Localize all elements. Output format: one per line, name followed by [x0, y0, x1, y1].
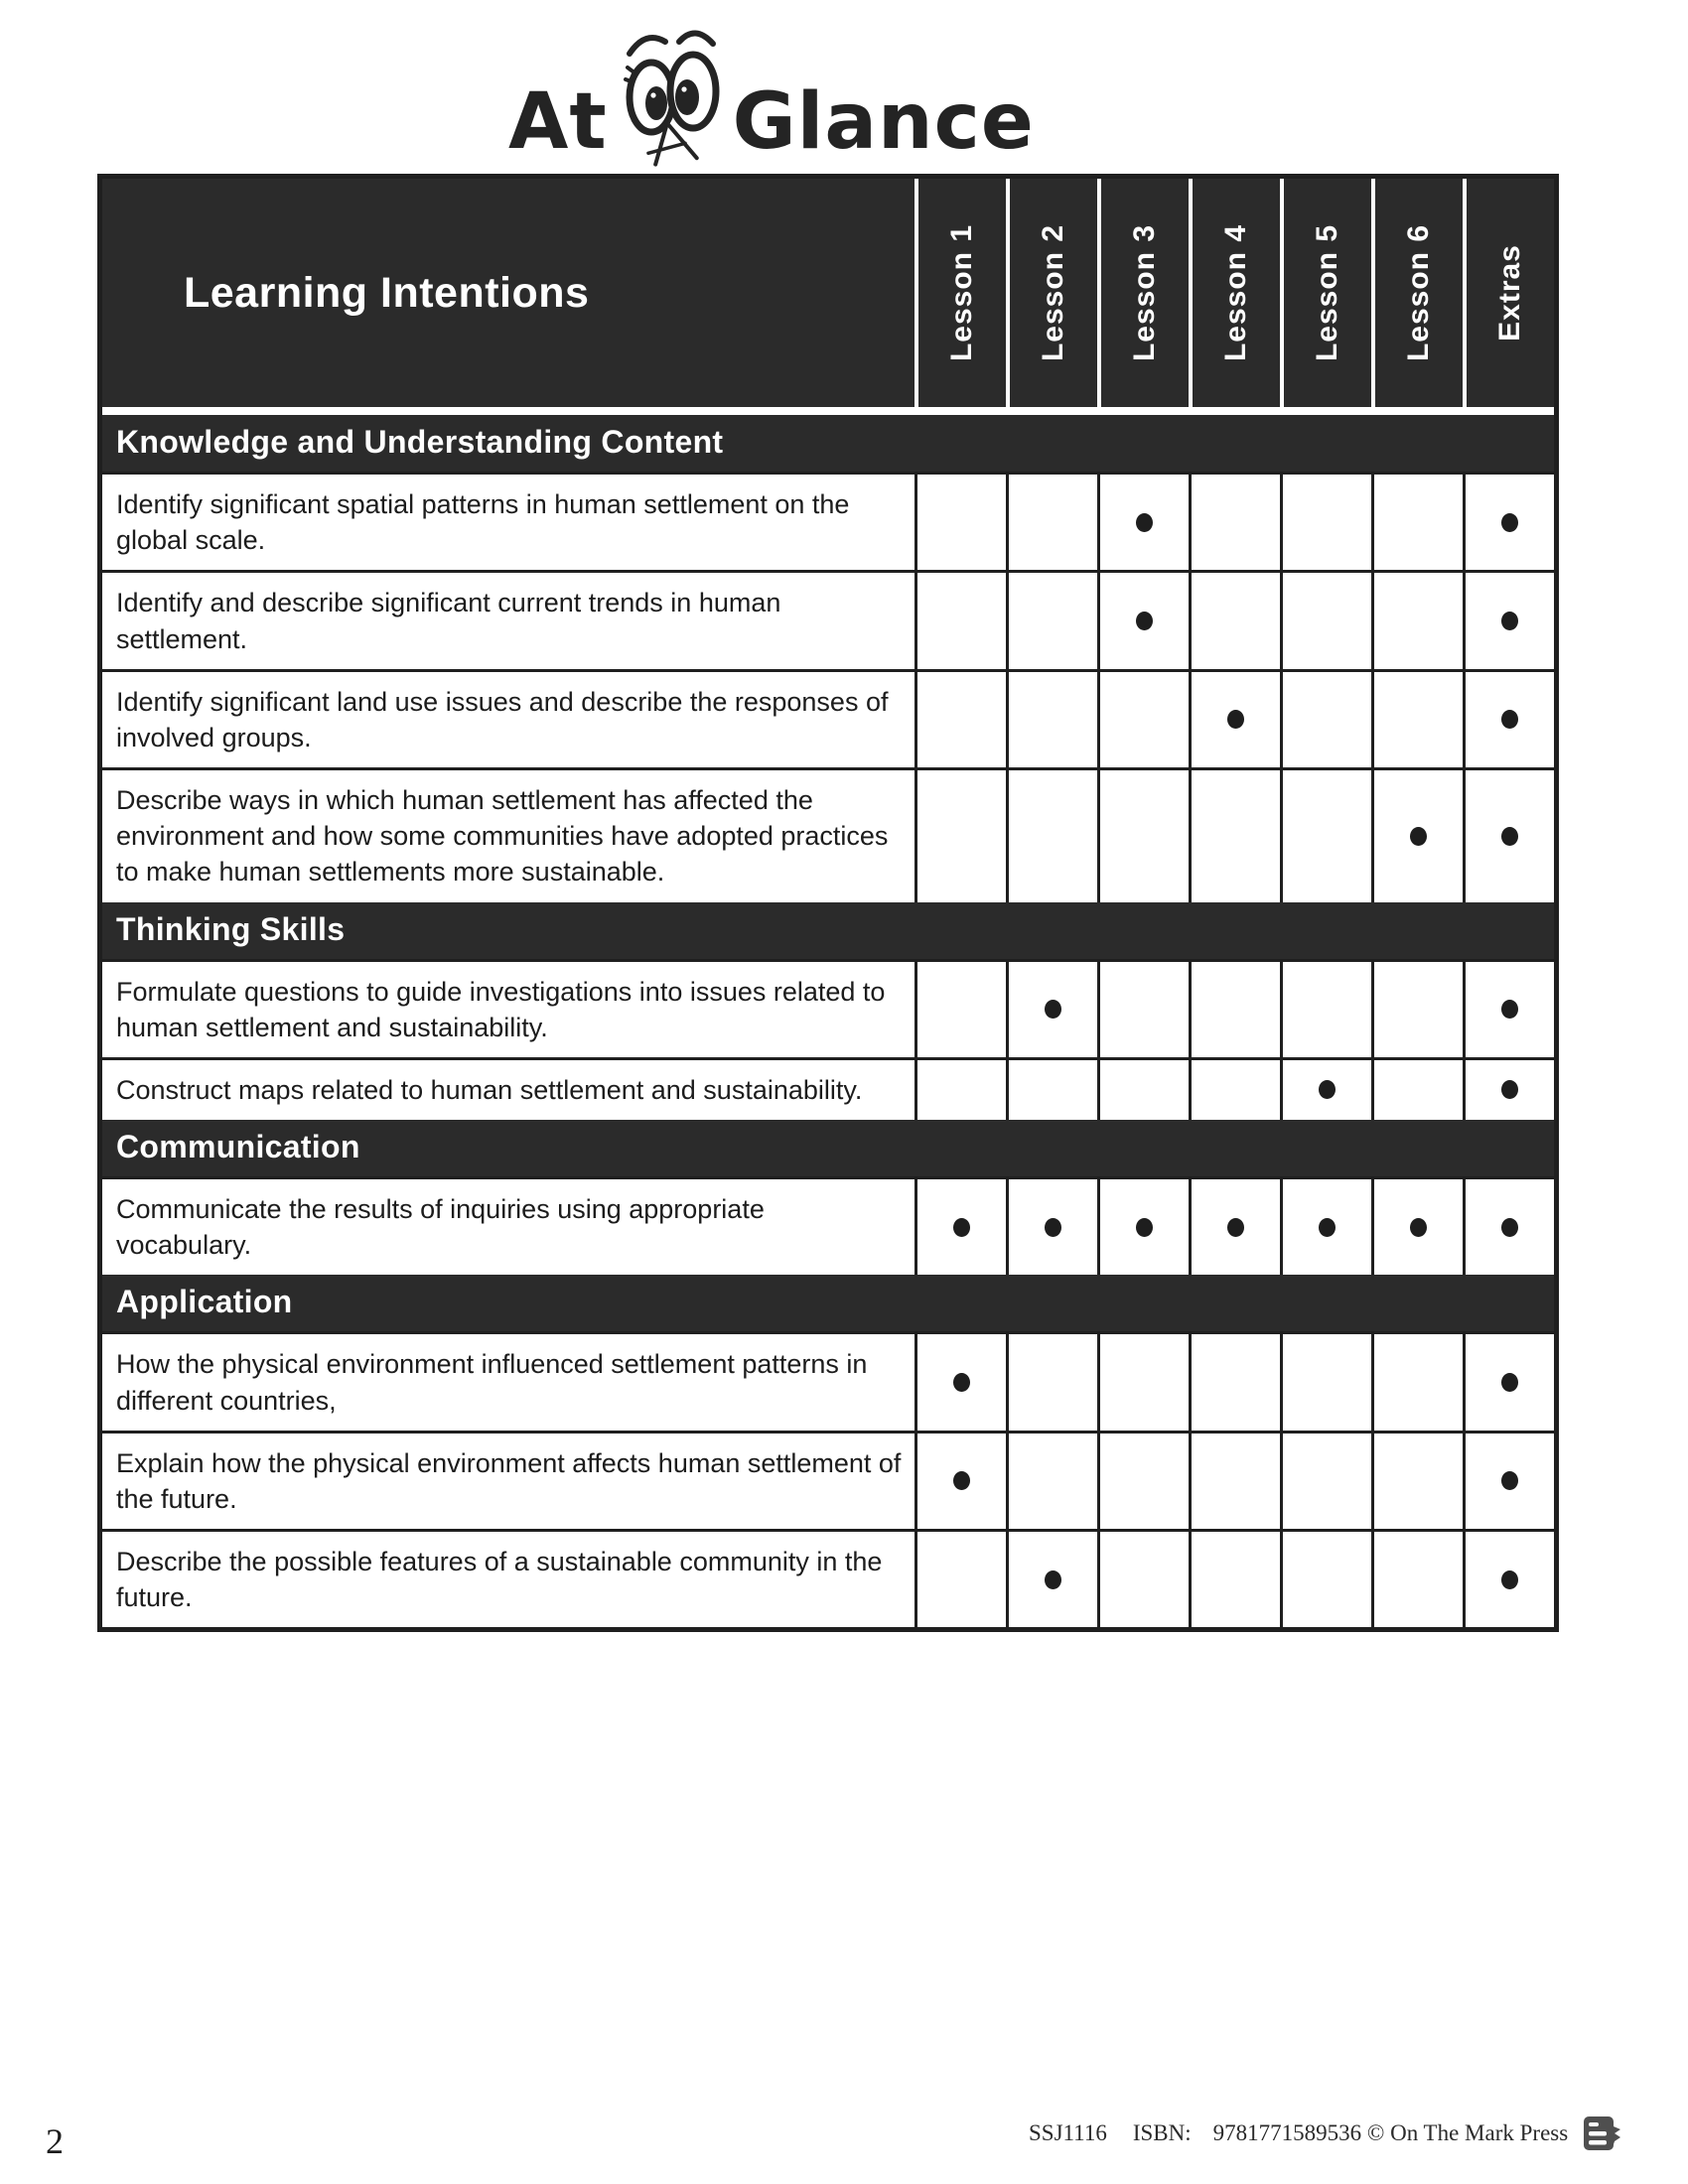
dot-cell-lesson-3 — [1097, 672, 1189, 767]
dot-marker — [1501, 1471, 1518, 1490]
logo-word-glance: Glance — [732, 77, 1035, 168]
dot-marker — [1227, 1218, 1244, 1237]
dot-marker — [1319, 1080, 1336, 1099]
dot-marker — [1045, 1000, 1061, 1019]
column-header-lesson-3 — [1097, 179, 1189, 407]
dot-cell-lesson-2 — [1006, 1433, 1097, 1529]
dot-cell-lesson-1 — [914, 770, 1006, 902]
dot-marker — [1501, 710, 1518, 729]
dot-cell-extras — [1463, 1060, 1554, 1120]
dot-marker — [1319, 1218, 1336, 1237]
dot-cell-lesson-3 — [1097, 770, 1189, 902]
dot-marker — [1501, 612, 1518, 630]
dot-cell-lesson-5 — [1280, 672, 1371, 767]
column-header-label: Lesson 5 — [1311, 223, 1343, 362]
dot-cell-lesson-2 — [1006, 672, 1097, 767]
dot-cell-lesson-1 — [914, 573, 1006, 668]
learning-intention-text: Identify and describe significant current trends in human settlement. — [116, 588, 781, 654]
table-header-row — [102, 179, 1554, 407]
isbn-value: 9781771589536 © On The Mark Press — [1212, 2120, 1569, 2145]
dot-cell-lesson-4 — [1189, 1532, 1280, 1627]
dot-marker — [1227, 710, 1244, 729]
dot-marker — [1501, 1570, 1518, 1589]
dot-cell-lesson-5 — [1280, 1060, 1371, 1120]
dot-cell-lesson-6 — [1371, 770, 1463, 902]
dot-cell-lesson-3 — [1097, 573, 1189, 668]
dot-cell-lesson-6 — [1371, 573, 1463, 668]
column-header-lesson-2 — [1006, 179, 1097, 407]
isbn-label: ISBN: — [1132, 2120, 1192, 2145]
table-row — [102, 570, 1554, 668]
dot-cell-lesson-1 — [914, 672, 1006, 767]
dot-cell-lesson-3 — [1097, 475, 1189, 570]
dot-marker — [1136, 1218, 1153, 1237]
dot-cell-lesson-4 — [1189, 1179, 1280, 1275]
dot-cell-extras — [1463, 770, 1554, 902]
dot-cell-lesson-6 — [1371, 475, 1463, 570]
learning-intention-text: Describe ways in which human settlement has affected the environment and how some communities have adopted practices to make human settlements more sustainable. — [116, 785, 889, 887]
column-header-label: Extras — [1493, 244, 1526, 341]
table-row — [102, 1057, 1554, 1120]
dot-cell-lesson-2 — [1006, 1179, 1097, 1275]
dot-cell-lesson-5 — [1280, 1433, 1371, 1529]
dot-cell-lesson-5 — [1280, 1179, 1371, 1275]
table-row — [102, 472, 1554, 570]
dot-marker — [1136, 612, 1153, 630]
table-row — [102, 1331, 1554, 1430]
learning-intention-text: Construct maps related to human settlement and sustainability. — [116, 1074, 863, 1105]
learning-intention-text: How the physical environment influenced settlement patterns in different countries, — [116, 1349, 868, 1416]
dot-cell-lesson-3 — [1097, 1179, 1189, 1275]
dot-cell-lesson-2 — [1006, 1060, 1097, 1120]
dot-cell-lesson-6 — [1371, 1433, 1463, 1529]
learning-intention-text: Identify significant spatial patterns in human settlement on the global scale. — [116, 489, 850, 556]
dot-cell-lesson-2 — [1006, 573, 1097, 668]
dot-cell-lesson-6 — [1371, 962, 1463, 1057]
dot-cell-lesson-2 — [1006, 1334, 1097, 1430]
dot-cell-lesson-4 — [1189, 962, 1280, 1057]
dot-cell-lesson-6 — [1371, 1334, 1463, 1430]
dot-cell-lesson-1 — [914, 1532, 1006, 1627]
column-header-extras — [1463, 179, 1554, 407]
dot-marker — [953, 1373, 970, 1392]
dot-cell-extras — [1463, 573, 1554, 668]
dot-cell-lesson-5 — [1280, 962, 1371, 1057]
dot-cell-lesson-4 — [1189, 1433, 1280, 1529]
table-row — [102, 959, 1554, 1057]
dot-cell-lesson-1 — [914, 1060, 1006, 1120]
table-row — [102, 1176, 1554, 1275]
dot-marker — [1501, 1080, 1518, 1099]
column-header-lesson-1 — [914, 179, 1006, 407]
dot-cell-lesson-3 — [1097, 1060, 1189, 1120]
header-divider — [102, 407, 1554, 415]
dot-cell-lesson-1 — [914, 1334, 1006, 1430]
section-header-application: Application — [102, 1275, 1554, 1331]
at-a-glance-table — [97, 174, 1559, 1632]
learning-intention-text: Formulate questions to guide investigations into issues related to human settlement and sustainability. — [116, 976, 886, 1042]
learning-intention-text: Communicate the results of inquiries using appropriate vocabulary. — [116, 1194, 765, 1261]
dot-cell-lesson-5 — [1280, 475, 1371, 570]
dot-cell-lesson-3 — [1097, 962, 1189, 1057]
dot-cell-extras — [1463, 1433, 1554, 1529]
dot-marker — [1501, 513, 1518, 532]
dot-cell-lesson-3 — [1097, 1532, 1189, 1627]
learning-intention-text: Describe the possible features of a sustainable community in the future. — [116, 1547, 883, 1613]
dot-cell-lesson-4 — [1189, 770, 1280, 902]
dot-cell-lesson-2 — [1006, 962, 1097, 1057]
dot-cell-lesson-5 — [1280, 770, 1371, 902]
dot-cell-lesson-5 — [1280, 1532, 1371, 1627]
dot-cell-lesson-2 — [1006, 1532, 1097, 1627]
logo-word-at: At — [508, 77, 608, 168]
page-number: 2 — [46, 2121, 64, 2161]
dot-marker — [1501, 827, 1518, 846]
footer-credits — [1029, 2113, 1621, 2154]
column-header-lesson-5 — [1280, 179, 1371, 407]
dot-cell-lesson-3 — [1097, 1334, 1189, 1430]
column-header-label: Lesson 3 — [1128, 223, 1161, 362]
dot-cell-extras — [1463, 475, 1554, 570]
table-body — [102, 415, 1554, 1627]
dot-marker — [1045, 1218, 1061, 1237]
dot-cell-lesson-4 — [1189, 1060, 1280, 1120]
dot-marker — [1410, 1218, 1427, 1237]
dot-cell-lesson-5 — [1280, 573, 1371, 668]
dot-cell-lesson-4 — [1189, 1334, 1280, 1430]
learning-intention-text: Identify significant land use issues and describe the responses of involved groups. — [116, 686, 889, 752]
eyes-icon — [620, 22, 723, 167]
dot-cell-lesson-1 — [914, 1433, 1006, 1529]
learning-intention-text: Explain how the physical environment affects human settlement of the future. — [116, 1447, 902, 1514]
at-a-glance-logo — [508, 22, 1035, 168]
table-title: Learning Intentions — [184, 268, 590, 317]
dot-marker — [1136, 513, 1153, 532]
dot-cell-lesson-3 — [1097, 1433, 1189, 1529]
dot-cell-lesson-4 — [1189, 475, 1280, 570]
dot-marker — [953, 1471, 970, 1490]
table-row — [102, 1431, 1554, 1529]
table-row — [102, 767, 1554, 902]
dot-cell-lesson-4 — [1189, 573, 1280, 668]
dot-marker — [1410, 827, 1427, 846]
dot-cell-lesson-6 — [1371, 672, 1463, 767]
dot-marker — [1501, 1000, 1518, 1019]
dot-marker — [953, 1218, 970, 1237]
dot-cell-lesson-1 — [914, 475, 1006, 570]
column-header-label: Lesson 6 — [1402, 223, 1435, 362]
column-header-lesson-6 — [1371, 179, 1463, 407]
publisher-logo-icon — [1582, 2113, 1621, 2154]
dot-cell-extras — [1463, 962, 1554, 1057]
column-header-label: Lesson 4 — [1219, 223, 1252, 362]
dot-cell-extras — [1463, 1179, 1554, 1275]
column-header-label: Lesson 2 — [1037, 223, 1069, 362]
product-code: SSJ1116 — [1029, 2120, 1107, 2145]
dot-cell-lesson-5 — [1280, 1334, 1371, 1430]
dot-marker — [1501, 1218, 1518, 1237]
section-header-knowledge-and-understanding-content: Knowledge and Understanding Content — [102, 415, 1554, 472]
dot-cell-lesson-2 — [1006, 475, 1097, 570]
table-row — [102, 669, 1554, 767]
column-header-label: Lesson 1 — [945, 223, 978, 362]
table-row — [102, 1529, 1554, 1627]
dot-cell-lesson-1 — [914, 1179, 1006, 1275]
dot-cell-extras — [1463, 1334, 1554, 1430]
dot-cell-lesson-2 — [1006, 770, 1097, 902]
dot-marker — [1501, 1373, 1518, 1392]
dot-cell-extras — [1463, 672, 1554, 767]
dot-cell-lesson-6 — [1371, 1532, 1463, 1627]
dot-cell-lesson-6 — [1371, 1179, 1463, 1275]
section-header-thinking-skills: Thinking Skills — [102, 902, 1554, 959]
column-header-lesson-4 — [1189, 179, 1280, 407]
section-header-communication: Communication — [102, 1120, 1554, 1176]
dot-cell-lesson-1 — [914, 962, 1006, 1057]
dot-cell-lesson-4 — [1189, 672, 1280, 767]
dot-cell-lesson-6 — [1371, 1060, 1463, 1120]
dot-marker — [1045, 1570, 1061, 1589]
dot-cell-extras — [1463, 1532, 1554, 1627]
